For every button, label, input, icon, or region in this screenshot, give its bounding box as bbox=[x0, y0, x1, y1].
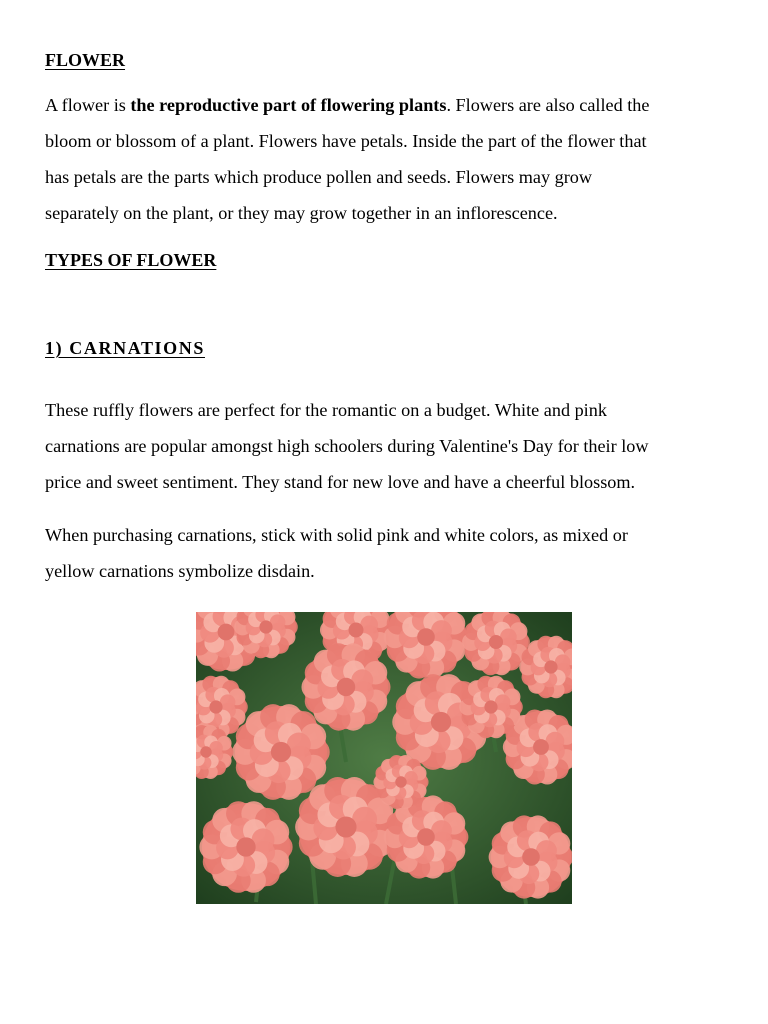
carnations-p1-line-1: These ruffly flowers are perfect for the romantic on a budget. White and pink bbox=[45, 400, 607, 420]
intro-line-1-prefix: A flower is bbox=[45, 95, 131, 115]
carnations-heading: 1) CARNATIONS bbox=[45, 338, 205, 358]
intro-line-1-suffix: . Flowers are also called the bbox=[446, 95, 650, 115]
intro-line-1 bbox=[45, 87, 735, 123]
intro-line-4: separately on the plant, or they may grow together in an inflorescence. bbox=[45, 203, 558, 223]
document-title: FLOWER bbox=[45, 50, 126, 70]
carnations-paragraph-1 bbox=[45, 392, 735, 500]
carnations-paragraph-2 bbox=[45, 517, 735, 589]
carnations-p2-line-2: yellow carnations symbolize disdain. bbox=[45, 561, 315, 581]
carnations-illustration bbox=[196, 612, 572, 904]
intro-paragraph bbox=[45, 87, 735, 231]
carnations-p1-line-3: price and sweet sentiment. They stand for new love and have a cheerful blossom. bbox=[45, 472, 636, 492]
intro-bold-phrase: the reproductive part of flowering plants bbox=[130, 95, 447, 115]
intro-line-2: bloom or blossom of a plant. Flowers have petals. Inside the part of the flower that bbox=[45, 131, 647, 151]
intro-line-3: has petals are the parts which produce pollen and seeds. Flowers may grow bbox=[45, 167, 592, 187]
carnations-p2-line-1: When purchasing carnations, stick with solid pink and white colors, as mixed or bbox=[45, 525, 628, 545]
carnations-photo bbox=[196, 612, 572, 904]
carnations-p1-line-2: carnations are popular amongst high schoolers during Valentine's Day for their low bbox=[45, 436, 649, 456]
types-heading: TYPES OF FLOWER bbox=[45, 250, 217, 270]
